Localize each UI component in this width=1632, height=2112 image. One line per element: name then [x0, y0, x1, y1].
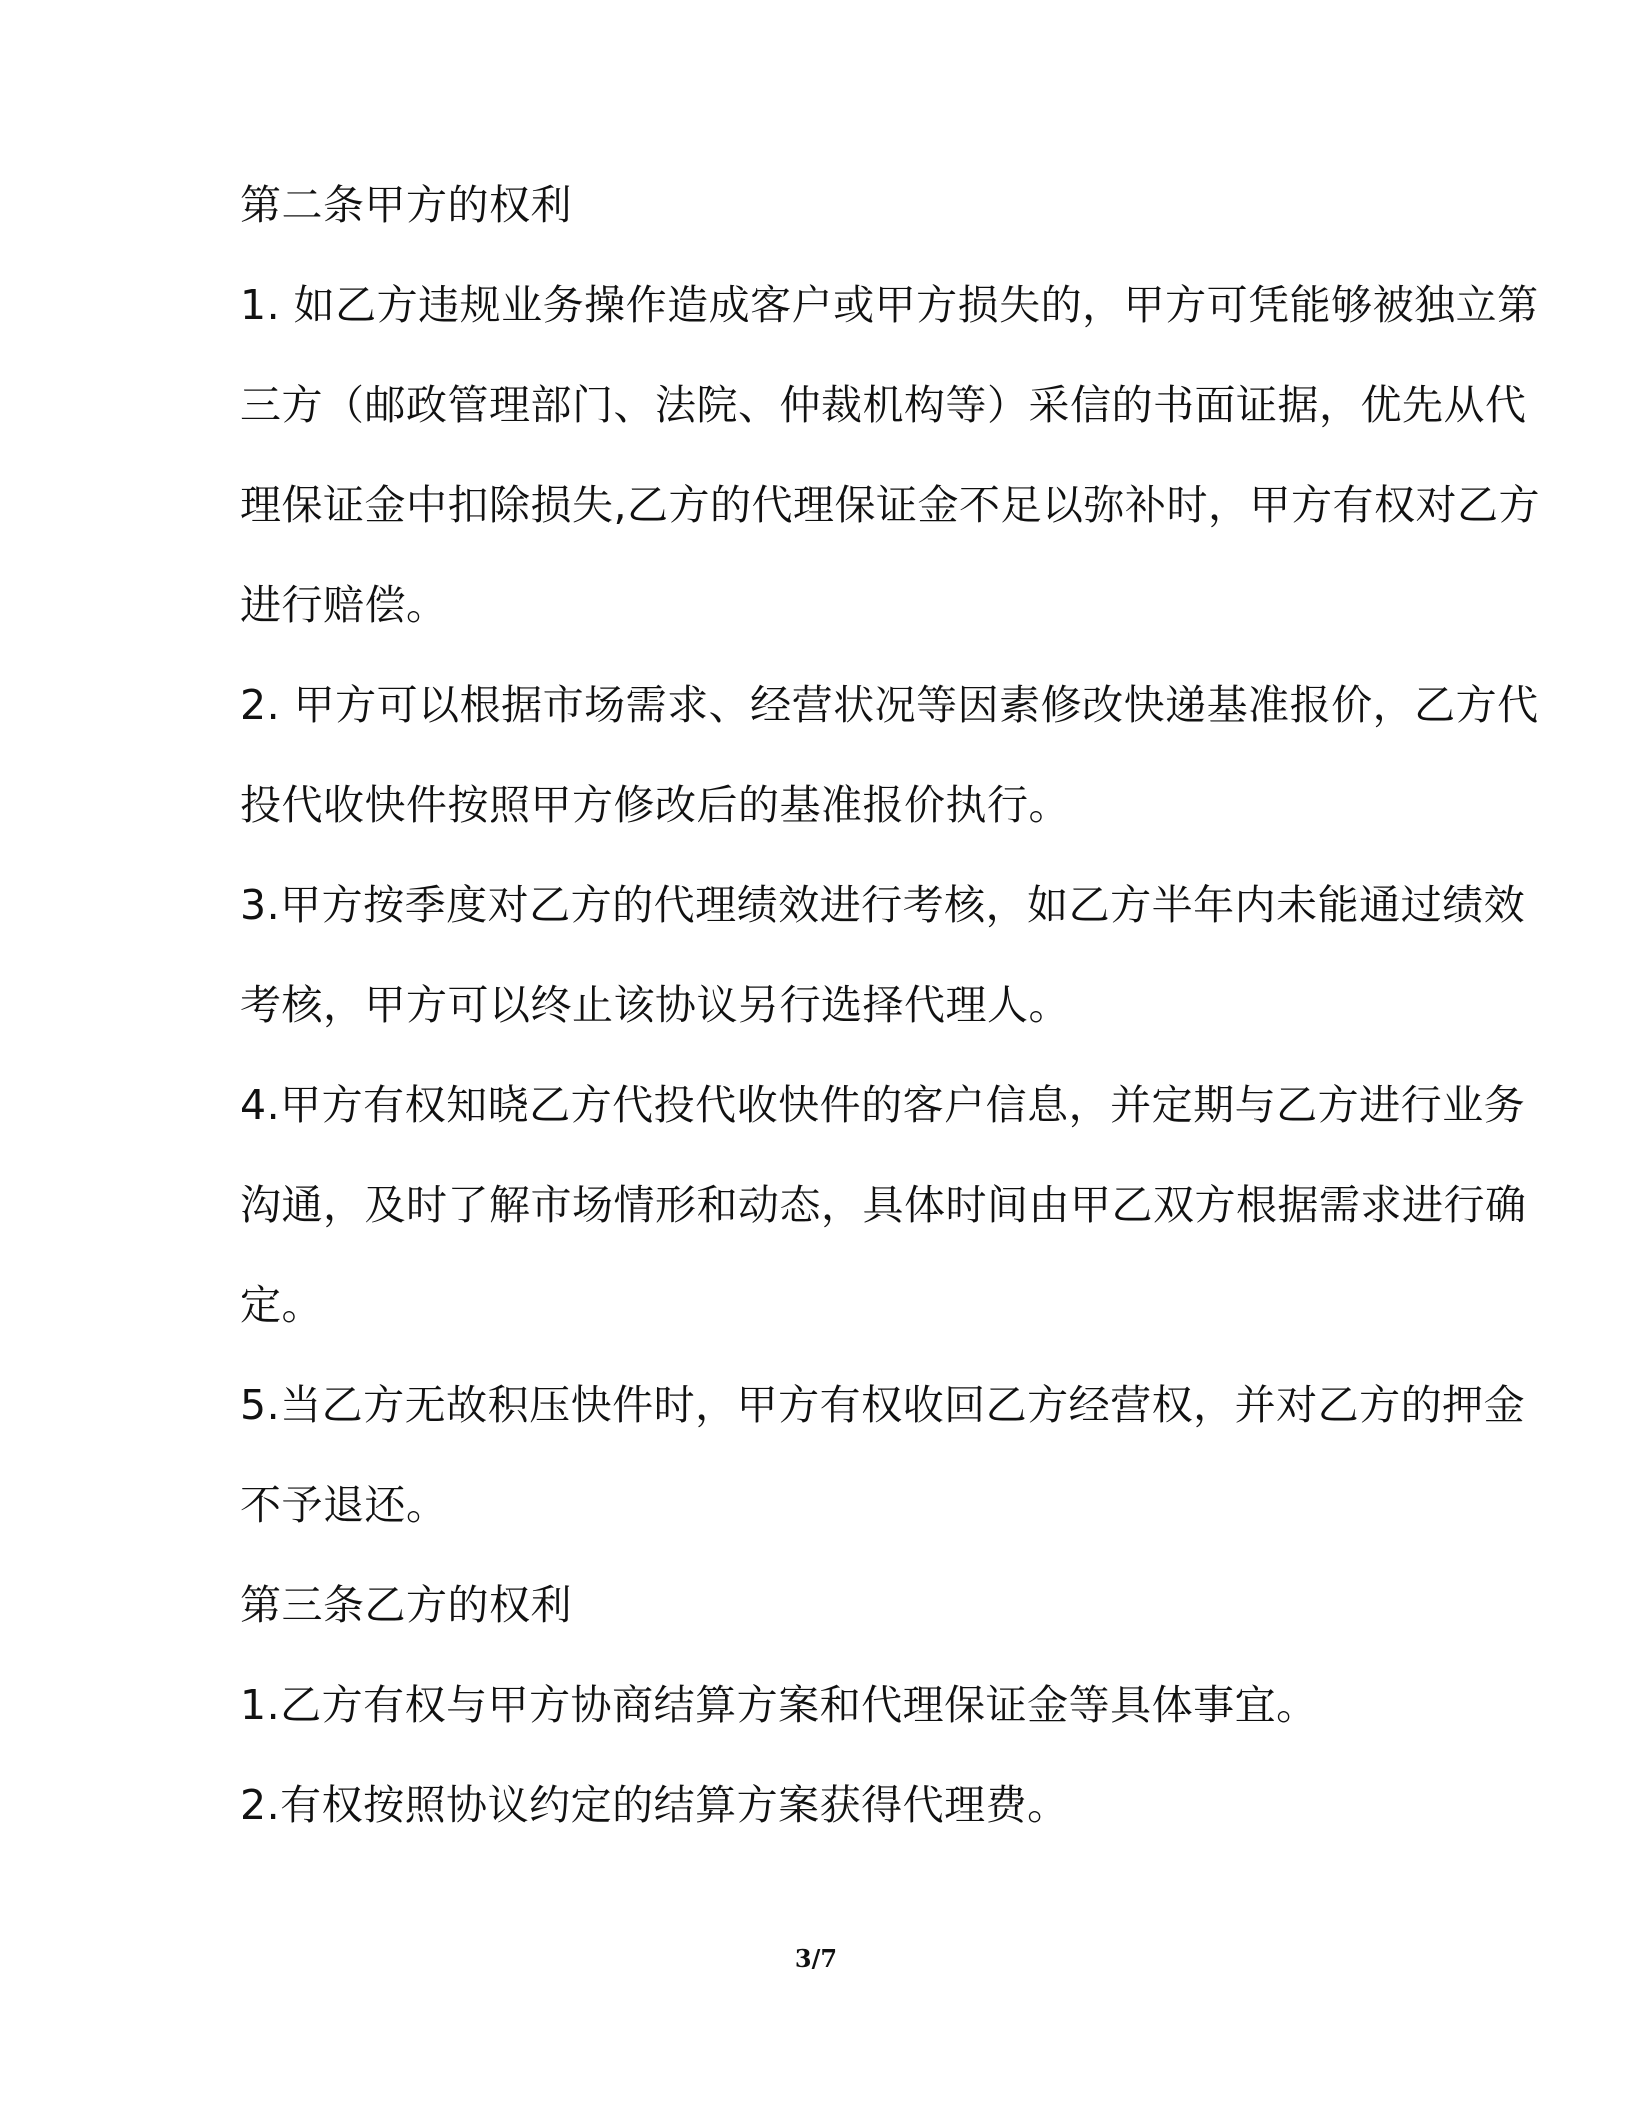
- section-heading-party-b-rights: 第三条乙方的权利: [240, 1581, 572, 1629]
- text-line: 2. 甲方可以根据市场需求、经营状况等因素修改快递基准报价，乙方代: [240, 681, 1539, 729]
- text-line: 理保证金中扣除损失,乙方的代理保证金不足以弥补时，甲方有权对乙方: [240, 481, 1541, 529]
- section-heading-party-a-rights: 第二条甲方的权利: [240, 181, 572, 229]
- text-line: 考核，甲方可以终止该协议另行选择代理人。: [240, 981, 1070, 1029]
- text-line: 2.有权按照协议约定的结算方案获得代理费。: [240, 1781, 1069, 1829]
- text-line: 4.甲方有权知晓乙方代投代收快件的客户信息，并定期与乙方进行业务: [240, 1081, 1526, 1129]
- text-line: 进行赔偿。: [240, 581, 448, 629]
- text-line: 1.乙方有权与甲方协商结算方案和代理保证金等具体事宜。: [240, 1681, 1318, 1729]
- text-line: 不予退还。: [240, 1481, 448, 1529]
- text-line: 投代收快件按照甲方修改后的基准报价执行。: [240, 781, 1070, 829]
- text-line: 定。: [240, 1281, 323, 1329]
- text-line: 沟通，及时了解市场情形和动态，具体时间由甲乙双方根据需求进行确: [240, 1181, 1527, 1229]
- page-number: 3/7: [794, 1944, 838, 1973]
- text-line: 3.甲方按季度对乙方的代理绩效进行考核，如乙方半年内未能通过绩效: [240, 881, 1526, 929]
- text-line: 5.当乙方无故积压快件时，甲方有权收回乙方经营权，并对乙方的押金: [240, 1381, 1526, 1429]
- text-line: 1. 如乙方违规业务操作造成客户或甲方损失的，甲方可凭能够被独立第: [240, 281, 1539, 329]
- text-line: 三方（邮政管理部门、法院、仲裁机构等）采信的书面证据，优先从代: [240, 381, 1527, 429]
